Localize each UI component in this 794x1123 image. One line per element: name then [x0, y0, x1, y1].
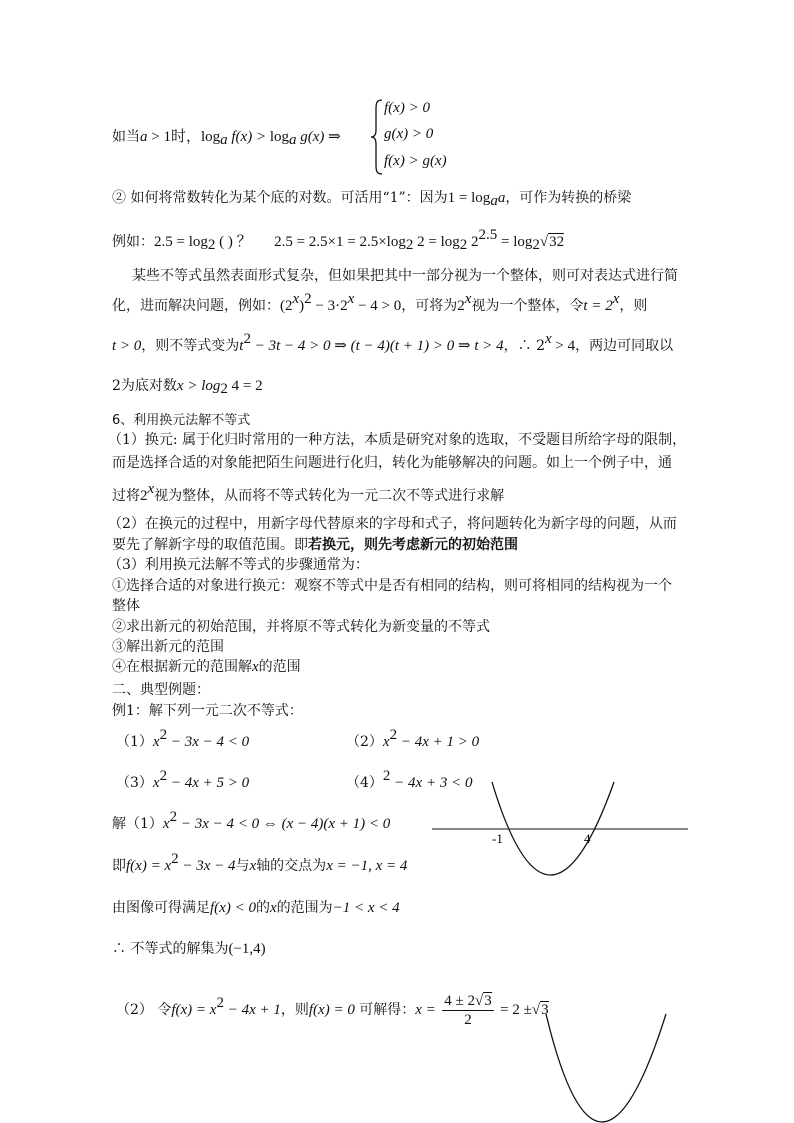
log-inequality-line: 如当a > 1时，$\log_a f(x) > \log_a g(x)$ ⇒	[112, 129, 341, 148]
parabola-curve-2	[546, 1014, 666, 1122]
solution-2-line: （2） 令$f(x) = x^2 - 4x + 1$，则f(x) = 0 可解得：x = $\frac{4 \pm 2√3}{2}$ = 2 ±√3	[116, 992, 549, 1028]
example-log-line: 例如：$2.5 = \log_2$ ( ) ？ $2.5 = 2.5\times 1 = 2.5\times\log_2$ $2 = \log_2 2^{2.5} = \log_2√32$	[112, 227, 565, 253]
para-1-line-1: （1）换元: 属于化归时常用的一种方法，本质是研究对象的选取，不受题目所给字母的限制，	[108, 432, 687, 448]
solution-1-line-2: 即$f(x) = x^2 - 3x - 4$与x轴的交点为x = −1, x = 4	[112, 851, 408, 874]
system-row-2: g(x) > 0	[384, 126, 434, 142]
inequality-transform-line: t > 0，则不等式变为$t^2 - 3t - 4 > 0$ ⇒ (t − 4)(t + 1) > 0 ⇒ t > 4，∴ $2^x > 4$，两边可同取以	[112, 331, 674, 354]
para-1-line-3: 过将2$^x$视为整体，从而将不等式转化为一元二次不等式进行求解	[112, 481, 505, 504]
exercise-2: $(2)x^2 - 4x + 1 > 0$	[346, 727, 480, 750]
step-4: ④在根据新元的范围解x的范围	[112, 659, 301, 675]
example-1-title: 例1：解下列一元二次不等式：	[112, 703, 303, 719]
paragraph-line: 某些不等式虽然表面形式复杂，但如果把其中一部分视为一个整体，则可对表达式进行简	[132, 268, 678, 284]
step-1-cont: 整体	[112, 598, 140, 614]
left-brace-icon	[370, 98, 384, 176]
para-2-line-1: （2）在换元的过程中，用新字母代替原来的字母和式子，将问题转化为新字母的问题，从而	[108, 516, 677, 532]
step-2: ②求出新元的初始范围，并将原不等式转化为新变量的不等式	[112, 619, 490, 635]
para-1-line-2: 而是选择合适的对象能把陌生问题进行化归，转化为能够解决的问题。如上一个例子中，通	[112, 455, 672, 471]
substitution-example-line: 化，进而解决问题，例如：$(2^x)^2 - 3\cdot 2^x - 4 > 0$，可将为2$^x$视为一个整体，令$t = 2^x$，则	[112, 291, 648, 314]
parabola-graph-1	[430, 778, 692, 898]
solution-1-answer: ∴ 不等式的解集为(−1,4)	[112, 941, 266, 957]
root-label-4: 4	[584, 831, 591, 846]
para-3-title: （3）利用换元法解不等式的步骤通常为：	[108, 557, 369, 573]
section-6-title: 6、利用换元法解不等式	[112, 413, 251, 428]
section-2-title: 二、典型例题：	[112, 682, 210, 698]
constant-to-log-line: ② 如何将常数转化为某个底的对数。可活用“1”：因为$1 = \log_aa$，可作为转换的桥梁	[112, 190, 632, 209]
exercise-4: $(4)^2 - 4x + 3 < 0$	[346, 768, 473, 791]
root-fraction: $\frac{4 \pm 2√3}{2}$	[444, 992, 492, 1028]
root-label-minus-1: -1	[492, 831, 503, 846]
solution-1-line-3: 由图像可得满足f(x) < 0的x的范围为−1 < x < 4	[112, 900, 400, 916]
solution-1-line-1: 解$(1)x^2 - 3x - 4 < 0$ ⇔ (x − 4)(x + 1) < 0	[112, 809, 391, 832]
exercise-1: $(1)x^2 - 3x - 4 < 0$	[116, 727, 250, 750]
system-row-1: f(x) > 0	[384, 100, 430, 116]
step-1: ①选择合适的对象进行换元：观察不等式中是否有相同的结构，则可将相同的结构视为一个	[112, 578, 672, 594]
exercise-3: $(3)x^2 - 4x + 5 > 0$	[116, 768, 250, 791]
log-base2-line: 2为底对数$x > \log_2 4 = 2$	[112, 378, 263, 397]
para-2-line-2: 要先了解新字母的取值范围。即若换元，则先考虑新元的初始范围	[112, 537, 518, 553]
system-row-3: f(x) > g(x)	[384, 153, 447, 169]
radicand: 32	[549, 234, 565, 250]
step-3: ③解出新元的范围	[112, 639, 224, 655]
parabola-graph-2	[540, 1010, 672, 1123]
